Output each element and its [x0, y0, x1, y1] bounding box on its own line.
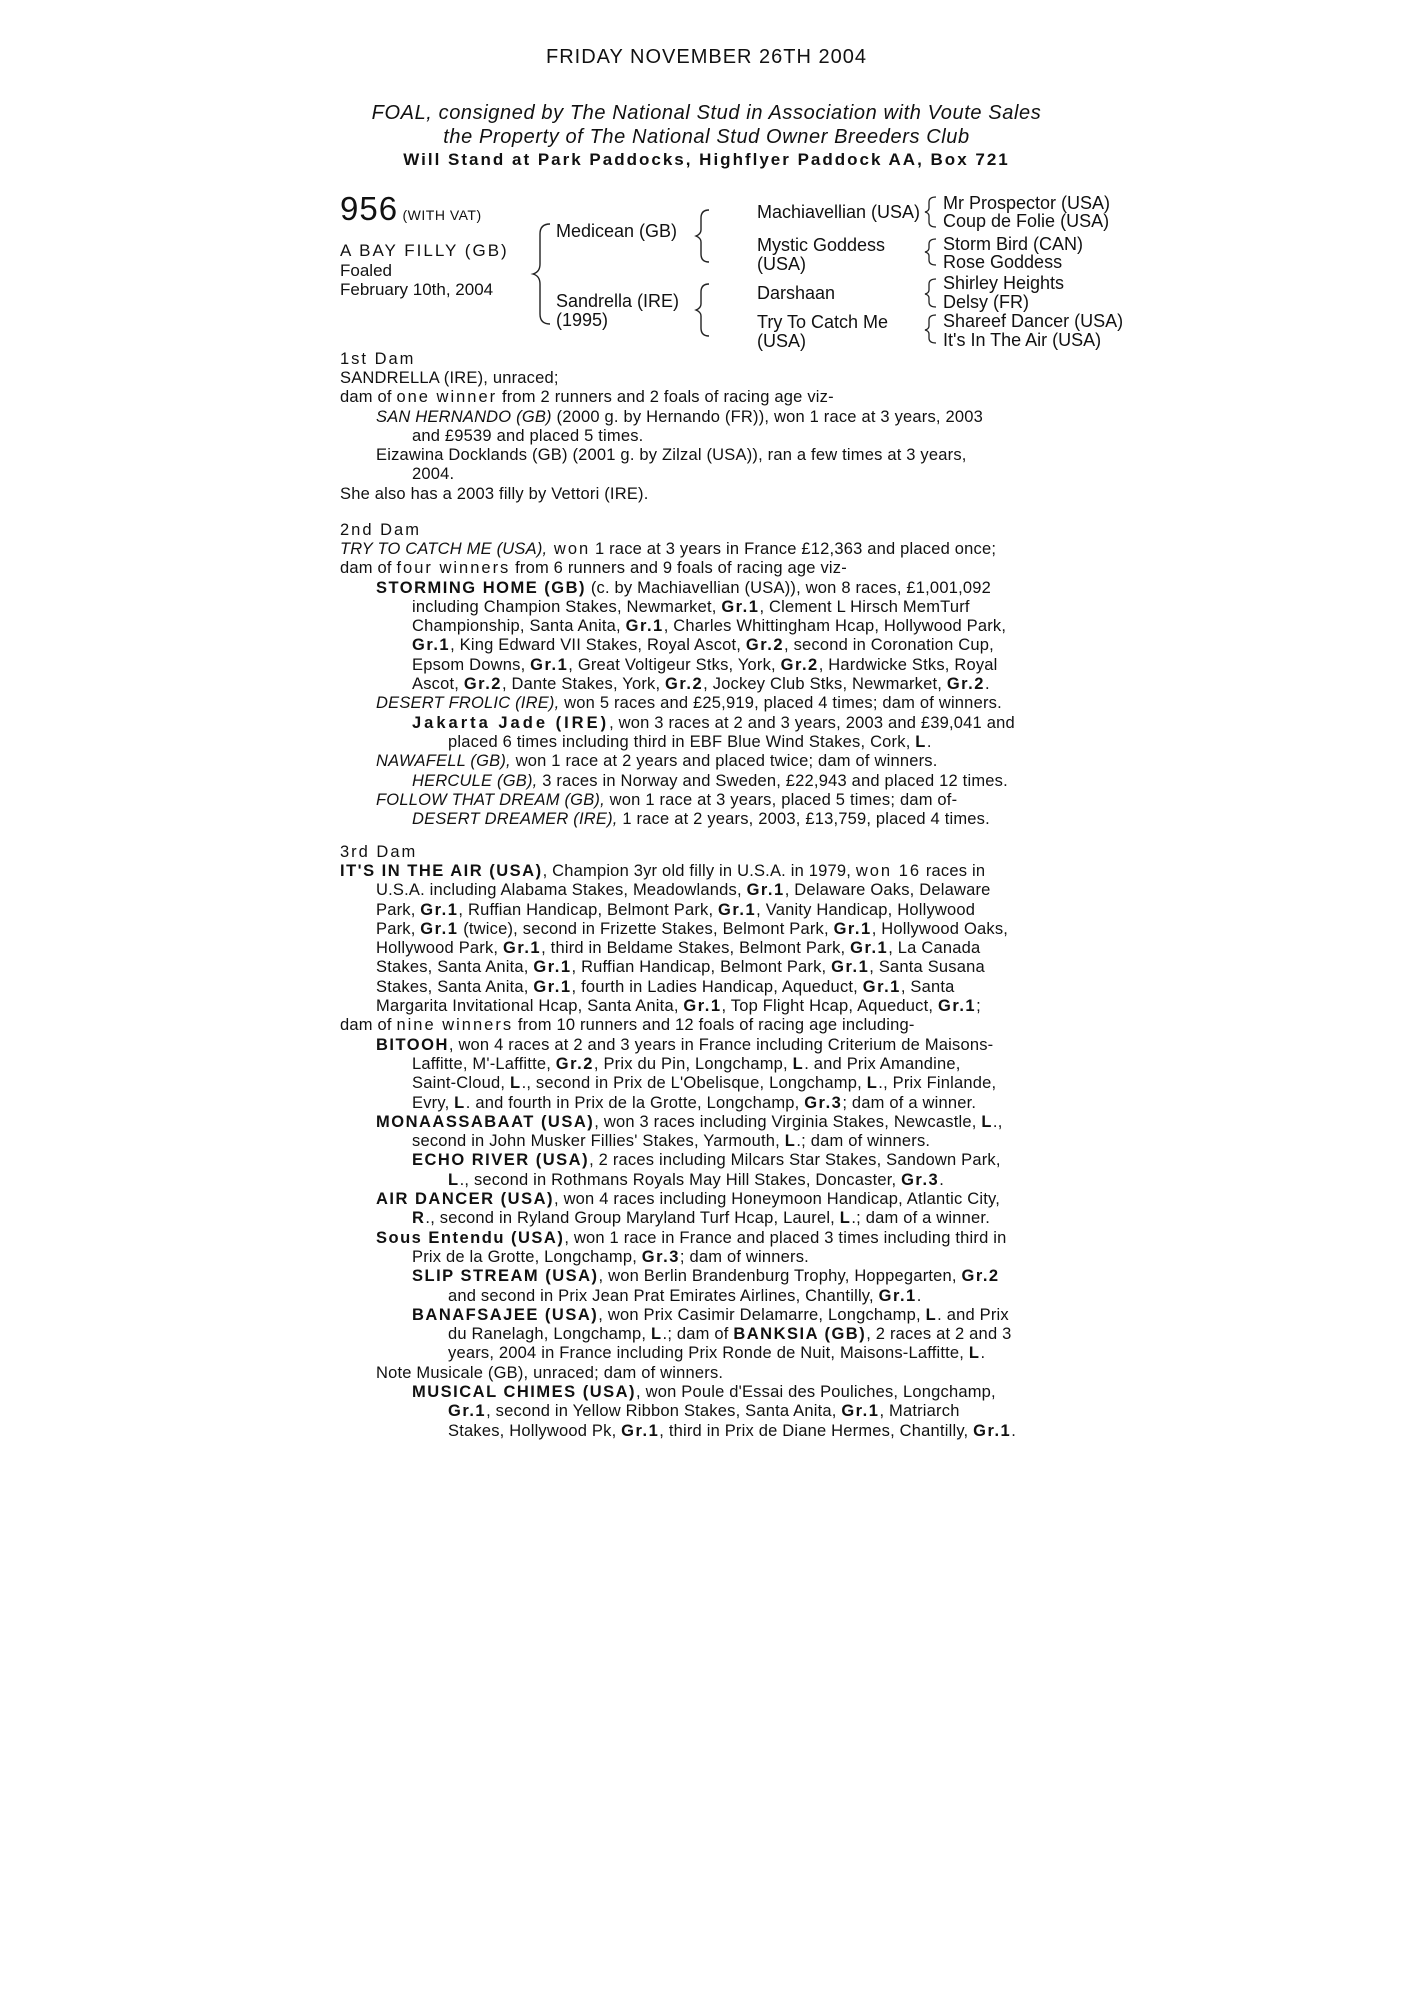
text-line: second in John Musker Fillies' Stakes, Yarmouth, L.; dam of winners.	[412, 1132, 931, 1151]
section-heading: 2nd Dam	[340, 521, 421, 539]
stand-location: Will Stand at Park Paddocks, Highflyer Paddock AA, Box 721	[403, 150, 1010, 169]
text-line: du Ranelagh, Longchamp, L.; dam of BANKSIA (GB), 2 races at 2 and 3	[448, 1325, 1012, 1344]
text-line: FOLLOW THAT DREAM (GB), won 1 race at 3 years, placed 5 times; dam of-	[376, 790, 958, 809]
text-line: Prix de la Grotte, Longchamp, Gr.3; dam of winners.	[412, 1247, 809, 1266]
text-line: Gr.1, second in Yellow Ribbon Stakes, Santa Anita, Gr.1, Matriarch	[448, 1402, 960, 1421]
text-line: 2004.	[412, 465, 455, 484]
text-line: U.S.A. including Alabama Stakes, Meadowlands, Gr.1, Delaware Oaks, Delaware	[376, 881, 991, 900]
text-line: Stakes, Santa Anita, Gr.1, fourth in Ladies Handicap, Aqueduct, Gr.1, Santa	[376, 977, 955, 996]
consignor-line-1: FOAL, consigned by The National Stud in Association with Voute Sales	[371, 102, 1042, 124]
text-line: Hollywood Park, Gr.1, third in Beldame Stakes, Belmont Park, Gr.1, La Canada	[376, 939, 981, 958]
text-line: SAN HERNANDO (GB) (2000 g. by Hernando (FR)), won 1 race at 3 years, 2003	[376, 407, 983, 426]
text-line: dam of four winners from 6 runners and 9 foals of racing age viz-	[340, 559, 847, 578]
pedigree-sire-sire: Machiavellian (USA)	[757, 202, 921, 222]
third-dam-section	[340, 843, 1080, 1441]
text-line: DESERT DREAMER (IRE), 1 race at 2 years, 2003, £13,759, placed 4 times.	[412, 810, 990, 829]
text-line: dam of one winner from 2 runners and 2 foals of racing age viz-	[340, 388, 834, 407]
text-line: Stakes, Hollywood Pk, Gr.1, third in Prix de Diane Hermes, Chantilly, Gr.1.	[448, 1421, 1017, 1440]
pedigree-sire-dam-2: (USA)	[757, 254, 806, 274]
text-line: HERCULE (GB), 3 races in Norway and Sweden, £22,943 and placed 12 times.	[412, 771, 1008, 790]
text-line: years, 2004 in France including Prix Ronde de Nuit, Maisons-Laffitte, L.	[448, 1344, 986, 1363]
text-line: MONAASSABAAT (USA), won 3 races including Virginia Stakes, Newcastle, L.,	[376, 1112, 1003, 1131]
text-line: including Champion Stakes, Newmarket, Gr.1, Clement L Hirsch MemTurf	[412, 597, 970, 616]
text-line: AIR DANCER (USA), won 4 races including Honeymoon Handicap, Atlantic City,	[376, 1190, 1001, 1209]
lot-number-block	[340, 190, 482, 228]
section-heading: 3rd Dam	[340, 843, 418, 861]
pedigree-brace-ds	[922, 276, 940, 312]
text-line: Epsom Downs, Gr.1, Great Voltigeur Stks, York, Gr.2, Hardwicke Stks, Royal	[412, 655, 998, 674]
text-line: Stakes, Santa Anita, Gr.1, Ruffian Handicap, Belmont Park, Gr.1, Santa Susana	[376, 958, 985, 977]
text-line: ECHO RIVER (USA), 2 races including Milcars Star Stakes, Sandown Park,	[412, 1151, 1001, 1170]
pedigree-brace-dd	[922, 312, 940, 348]
text-line: BITOOH, won 4 races at 2 and 3 years in France including Criterium de Maisons-	[376, 1035, 994, 1054]
text-line: dam of nine winners from 10 runners and 12 foals of racing age including-	[340, 1016, 915, 1035]
text-line: SANDRELLA (IRE), unraced;	[340, 369, 559, 387]
text-line: and second in Prix Jean Prat Emirates Airlines, Chantilly, Gr.1.	[448, 1286, 922, 1305]
foaled-date: February 10th, 2004	[340, 280, 494, 299]
text-line: Margarita Invitational Hcap, Santa Anita, Gr.1, Top Flight Hcap, Aqueduct, Gr.1;	[376, 997, 981, 1016]
pedigree-brace-main	[530, 210, 556, 330]
text-line: STORMING HOME (GB) (c. by Machiavellian (USA)), won 8 races, £1,001,092	[376, 578, 991, 597]
pedigree-sd-sire: Storm Bird (CAN)	[943, 234, 1084, 254]
pedigree-dam-dam-2: (USA)	[757, 331, 806, 351]
pedigree-dam-dam-1: Try To Catch Me	[757, 312, 889, 332]
pedigree-ss-sire: Mr Prospector (USA)	[943, 193, 1111, 213]
text-line: Saint-Cloud, L., second in Prix de L'Obelisque, Longchamp, L., Prix Finlande,	[412, 1074, 997, 1093]
text-line: BANAFSAJEE (USA), won Prix Casimir Delamarre, Longchamp, L. and Prix	[412, 1305, 1009, 1324]
text-line: R., second in Ryland Group Maryland Turf Hcap, Laurel, L.; dam of a winner.	[412, 1209, 990, 1228]
sale-date: FRIDAY NOVEMBER 26TH 2004	[545, 46, 868, 68]
text-line: IT'S IN THE AIR (USA), Champion 3yr old filly in U.S.A. in 1979, won 16 races in	[340, 862, 986, 880]
text-line: Championship, Santa Anita, Gr.1, Charles Whittingham Hcap, Hollywood Park,	[412, 617, 1007, 636]
text-line: placed 6 times including third in EBF Blue Wind Stakes, Cork, L.	[448, 732, 932, 751]
pedigree-dd-sire: Shareef Dancer (USA)	[943, 311, 1124, 331]
pedigree-dam-name: Sandrella (IRE)	[556, 291, 680, 311]
text-line: Gr.1, King Edward VII Stakes, Royal Ascot, Gr.2, second in Coronation Cup,	[412, 636, 994, 655]
text-line: MUSICAL CHIMES (USA), won Poule d'Essai des Pouliches, Longchamp,	[412, 1383, 996, 1402]
text-line: L., second in Rothmans Royals May Hill Stakes, Doncaster, Gr.3.	[448, 1170, 944, 1189]
pedigree-brace-sire	[693, 196, 713, 266]
pedigree-brace-dam	[693, 280, 713, 350]
foaled-label: Foaled	[340, 261, 392, 280]
text-line: Eizawina Docklands (GB) (2001 g. by Zilzal (USA)), ran a few times at 3 years,	[376, 446, 967, 465]
text-line: Ascot, Gr.2, Dante Stakes, York, Gr.2, Jockey Club Stks, Newmarket, Gr.2.	[412, 675, 990, 694]
text-line: Sous Entendu (USA), won 1 race in France and placed 3 times including third in	[376, 1228, 1007, 1247]
text-line: DESERT FROLIC (IRE), won 5 races and £25,919, placed 4 times; dam of winners.	[376, 694, 1002, 713]
pedigree-sd-dam: Rose Goddess	[943, 252, 1063, 272]
pedigree-brace-ss	[922, 194, 940, 234]
lot-number: 956	[340, 190, 399, 227]
text-line: Park, Gr.1, Ruffian Handicap, Belmont Park, Gr.1, Vanity Handicap, Hollywood	[376, 900, 976, 919]
pedigree-sire-dam-1: Mystic Goddess	[757, 235, 886, 255]
pedigree-ds-sire: Shirley Heights	[943, 273, 1065, 293]
section-heading: 1st Dam	[340, 350, 416, 368]
pedigree-dam-year: (1995)	[556, 310, 609, 330]
pedigree-brace-sd	[922, 236, 940, 270]
lot-description: A BAY FILLY (GB)	[340, 241, 509, 260]
second-dam-section	[340, 521, 1080, 829]
text-line: TRY TO CATCH ME (USA), won 1 race at 3 years in France £12,363 and placed once;	[340, 540, 997, 558]
vat-note: (WITH VAT)	[402, 207, 482, 223]
pedigree-dd-dam: It's In The Air (USA)	[943, 330, 1102, 350]
text-line: Jakarta Jade (IRE), won 3 races at 2 and 3 years, 2003 and £39,041 and	[412, 713, 1015, 732]
text-line: Note Musicale (GB), unraced; dam of winners.	[376, 1363, 724, 1382]
pedigree-ds-dam: Delsy (FR)	[943, 292, 1029, 312]
text-line: She also has a 2003 filly by Vettori (IRE).	[340, 484, 649, 503]
text-line: and £9539 and placed 5 times.	[412, 426, 644, 445]
pedigree-ss-dam: Coup de Folie (USA)	[943, 211, 1110, 231]
text-line: SLIP STREAM (USA), won Berlin Brandenburg Trophy, Hoppegarten, Gr.2	[412, 1267, 1000, 1286]
consignor-line-2: the Property of The National Stud Owner Breeders Club	[443, 126, 970, 148]
first-dam-section	[340, 350, 1080, 504]
text-line: Evry, L. and fourth in Prix de la Grotte, Longchamp, Gr.3; dam of a winner.	[412, 1093, 977, 1112]
text-line: Laffitte, M'-Laffitte, Gr.2, Prix du Pin, Longchamp, L. and Prix Amandine,	[412, 1054, 961, 1073]
text-line: NAWAFELL (GB), won 1 race at 2 years and placed twice; dam of winners.	[376, 752, 938, 771]
text-line: Park, Gr.1 (twice), second in Frizette Stakes, Belmont Park, Gr.1, Hollywood Oaks,	[376, 919, 1009, 938]
pedigree-dam-sire: Darshaan	[757, 283, 836, 303]
pedigree-sire: Medicean (GB)	[556, 221, 678, 241]
